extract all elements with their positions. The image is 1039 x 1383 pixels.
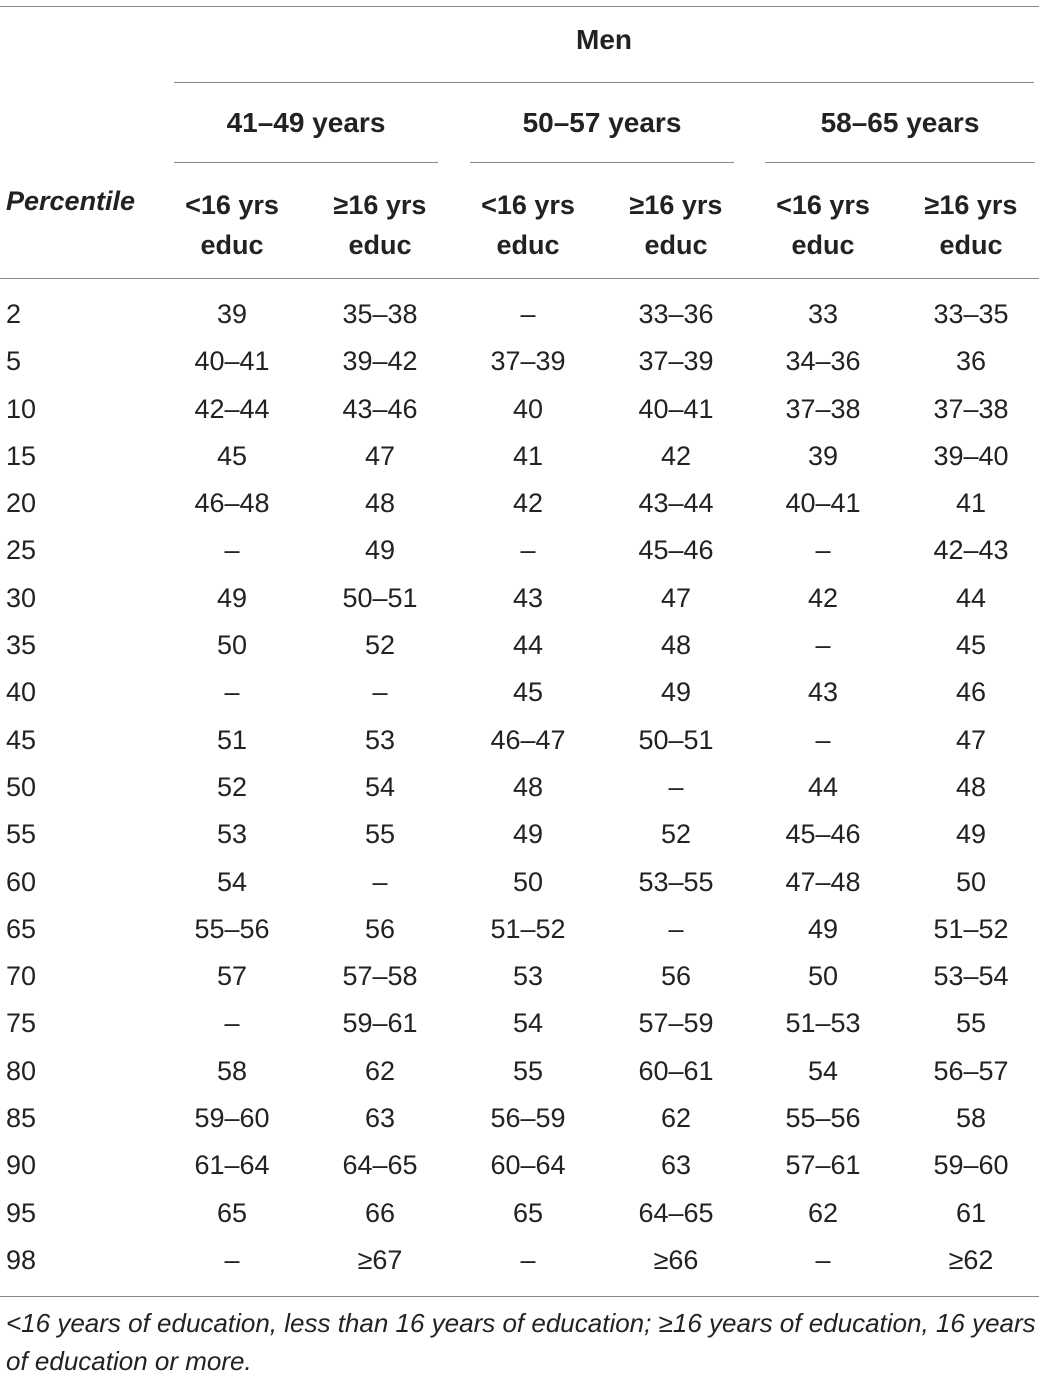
score-cell: 49 — [364, 535, 396, 566]
percentile-cell: 90 — [6, 1150, 37, 1181]
table-row — [0, 811, 1039, 858]
score-cell: 60–61 — [638, 1055, 714, 1086]
score-cell: 48 — [955, 771, 987, 802]
score-cell: 58 — [216, 1055, 248, 1086]
score-cell: – — [372, 677, 388, 708]
score-cell: 44 — [807, 771, 839, 802]
score-cell: 62 — [364, 1055, 396, 1086]
percentile-cell: 2 — [6, 299, 22, 329]
percentile-cell: 95 — [6, 1197, 37, 1228]
score-cell: 65 — [216, 1197, 248, 1228]
score-cell: 49 — [216, 582, 248, 613]
score-cell: 33–36 — [638, 299, 714, 329]
table-row — [0, 1095, 1039, 1142]
score-cell: 64–65 — [638, 1197, 714, 1228]
score-cell: 47–48 — [785, 866, 861, 897]
education-header-line: educ — [791, 230, 855, 260]
group-header-rule — [174, 82, 1034, 83]
table-row — [0, 1048, 1039, 1095]
score-cell: 46 — [955, 677, 987, 708]
table-row — [0, 291, 1039, 338]
score-cell: 49 — [955, 819, 987, 850]
table-row — [0, 906, 1039, 953]
score-cell: ≥67 — [357, 1244, 403, 1275]
table-row — [0, 622, 1039, 669]
score-cell: 56–59 — [490, 1103, 566, 1134]
score-cell: 63 — [660, 1150, 692, 1181]
score-cell: 63 — [364, 1103, 396, 1134]
table-row — [0, 433, 1039, 480]
score-cell: 37–39 — [638, 346, 714, 377]
score-cell: 59–60 — [933, 1150, 1009, 1181]
score-cell: 39–40 — [933, 440, 1009, 471]
score-cell: 33–35 — [933, 299, 1009, 329]
score-cell: ≥66 — [653, 1244, 699, 1275]
score-cell: 54 — [364, 771, 396, 802]
score-cell: 56 — [660, 961, 692, 992]
score-cell: – — [224, 677, 240, 708]
score-cell: – — [372, 866, 388, 897]
table-row — [0, 480, 1039, 527]
score-cell: 55–56 — [194, 913, 270, 944]
score-cell: – — [815, 1244, 831, 1275]
score-cell: 33 — [807, 299, 839, 329]
percentile-cell: 15 — [6, 440, 37, 471]
education-column-header — [310, 185, 450, 265]
education-column-header — [458, 185, 598, 265]
score-cell: 56–57 — [933, 1055, 1009, 1086]
score-cell: 55 — [364, 819, 396, 850]
age-group-header: 50–57 years — [522, 107, 682, 138]
score-cell: 45 — [512, 677, 544, 708]
score-cell: 39–42 — [342, 346, 418, 377]
percentile-cell: 10 — [6, 393, 37, 424]
education-header-line: <16 yrs — [185, 190, 279, 220]
education-column-header — [606, 185, 746, 265]
education-header-line: educ — [496, 230, 560, 260]
score-cell: 45–46 — [785, 819, 861, 850]
score-cell: 54 — [512, 1008, 544, 1039]
score-cell: 51–52 — [490, 913, 566, 944]
score-cell: 50 — [512, 866, 544, 897]
score-cell: 42–43 — [933, 535, 1009, 566]
table-row — [0, 1000, 1039, 1047]
table-row — [0, 717, 1039, 764]
score-cell: – — [815, 630, 831, 661]
score-cell: 57 — [216, 961, 248, 992]
score-cell: 62 — [660, 1103, 692, 1134]
score-cell: – — [815, 535, 831, 566]
table-row — [0, 1190, 1039, 1237]
score-cell: 36 — [955, 346, 987, 377]
score-cell: 42 — [512, 488, 544, 519]
score-cell: 43 — [807, 677, 839, 708]
score-cell: 60–64 — [490, 1150, 566, 1181]
score-cell: ≥62 — [948, 1244, 994, 1275]
percentile-cell: 98 — [6, 1244, 37, 1275]
percentile-cell: 30 — [6, 582, 37, 613]
score-cell: 48 — [660, 630, 692, 661]
table-row — [0, 669, 1039, 716]
score-cell: 50–51 — [638, 724, 714, 755]
percentile-cell: 25 — [6, 535, 37, 566]
score-cell: 47 — [955, 724, 987, 755]
table-row — [0, 859, 1039, 906]
table-row — [0, 1237, 1039, 1284]
score-cell: 34–36 — [785, 346, 861, 377]
score-cell: – — [224, 1244, 240, 1275]
table-row — [0, 1142, 1039, 1189]
score-cell: 47 — [364, 440, 396, 471]
score-cell: 55 — [512, 1055, 544, 1086]
table-row — [0, 527, 1039, 574]
age-group-rule — [470, 162, 734, 163]
education-header-line: ≥16 yrs — [333, 190, 427, 220]
score-cell: 51–53 — [785, 1008, 861, 1039]
percentile-cell: 55 — [6, 819, 37, 850]
score-cell: 52 — [364, 630, 396, 661]
score-cell: 57–59 — [638, 1008, 714, 1039]
score-cell: – — [520, 299, 536, 329]
score-cell: 54 — [216, 866, 248, 897]
education-header-line: <16 yrs — [776, 190, 870, 220]
percentile-cell: 45 — [6, 724, 37, 755]
score-cell: 44 — [955, 582, 987, 613]
score-cell: 52 — [216, 771, 248, 802]
table-row — [0, 764, 1039, 811]
score-cell: 42 — [807, 582, 839, 613]
education-header-line: educ — [939, 230, 1003, 260]
table-row — [0, 386, 1039, 433]
group-header: Men — [576, 24, 632, 55]
score-cell: 57–61 — [785, 1150, 861, 1181]
education-header-line: ≥16 yrs — [924, 190, 1018, 220]
score-cell: 64–65 — [342, 1150, 418, 1181]
table-row — [0, 953, 1039, 1000]
score-cell: 50 — [807, 961, 839, 992]
score-cell: 40–41 — [785, 488, 861, 519]
score-cell: – — [668, 771, 684, 802]
score-cell: 45 — [955, 630, 987, 661]
score-cell: 39 — [807, 440, 839, 471]
score-cell: 59–60 — [194, 1103, 270, 1134]
score-cell: 51–52 — [933, 913, 1009, 944]
education-header-line: <16 yrs — [481, 190, 575, 220]
score-cell: 37–38 — [785, 393, 861, 424]
score-cell: 46–48 — [194, 488, 270, 519]
education-column-header — [753, 185, 893, 265]
score-cell: 40–41 — [194, 346, 270, 377]
score-cell: 48 — [364, 488, 396, 519]
score-cell: 55 — [955, 1008, 987, 1039]
table-row — [0, 338, 1039, 385]
score-cell: 53–55 — [638, 866, 714, 897]
score-cell: – — [520, 535, 536, 566]
percentile-cell: 75 — [6, 1008, 37, 1039]
score-cell: 51 — [216, 724, 248, 755]
score-cell: 37–39 — [490, 346, 566, 377]
percentile-cell: 80 — [6, 1055, 37, 1086]
score-cell: 65 — [512, 1197, 544, 1228]
score-cell: 62 — [807, 1197, 839, 1228]
education-header-line: ≥16 yrs — [629, 190, 723, 220]
score-cell: 37–38 — [933, 393, 1009, 424]
score-cell: 49 — [512, 819, 544, 850]
score-cell: 45 — [216, 440, 248, 471]
score-cell: 52 — [660, 819, 692, 850]
score-cell: 46–47 — [490, 724, 566, 755]
score-cell: 43–46 — [342, 393, 418, 424]
score-cell: 40 — [512, 393, 544, 424]
percentile-cell: 65 — [6, 913, 37, 944]
score-cell: 59–61 — [342, 1008, 418, 1039]
table-bottom-rule — [0, 1296, 1039, 1297]
score-cell: 66 — [364, 1197, 396, 1228]
score-cell: 57–58 — [342, 961, 418, 992]
percentile-cell: 40 — [6, 677, 37, 708]
table-row — [0, 575, 1039, 622]
score-cell: 35–38 — [342, 299, 418, 329]
score-cell: 61–64 — [194, 1150, 270, 1181]
score-cell: – — [668, 913, 684, 944]
score-cell: – — [815, 724, 831, 755]
score-cell: – — [520, 1244, 536, 1275]
percentile-cell: 60 — [6, 866, 37, 897]
score-cell: 40–41 — [638, 393, 714, 424]
age-group-rule — [765, 162, 1035, 163]
score-cell: 56 — [364, 913, 396, 944]
score-cell: 55–56 — [785, 1103, 861, 1134]
education-column-header — [162, 185, 302, 265]
score-cell: 44 — [512, 630, 544, 661]
table-footnote: <16 years of education, less than 16 years of education; ≥16 years of education, 16 years of education or more. — [6, 1308, 1036, 1376]
percentile-cell: 35 — [6, 630, 37, 661]
score-cell: 49 — [807, 913, 839, 944]
score-cell: 53 — [512, 961, 544, 992]
score-cell: 61 — [955, 1197, 987, 1228]
score-cell: 54 — [807, 1055, 839, 1086]
percentile-cell: 20 — [6, 488, 37, 519]
score-cell: – — [224, 535, 240, 566]
header-bottom-rule — [0, 278, 1039, 279]
score-cell: 53–54 — [933, 961, 1009, 992]
top-rule — [0, 6, 1039, 7]
percentile-cell: 70 — [6, 961, 37, 992]
score-cell: 41 — [512, 440, 544, 471]
age-group-rule — [174, 162, 438, 163]
percentile-cell: 85 — [6, 1103, 37, 1134]
score-cell: 58 — [955, 1103, 987, 1134]
education-header-line: educ — [644, 230, 708, 260]
score-cell: – — [224, 1008, 240, 1039]
score-cell: 43 — [512, 582, 544, 613]
score-cell: 49 — [660, 677, 692, 708]
score-cell: 39 — [216, 299, 248, 329]
education-header-line: educ — [348, 230, 412, 260]
score-cell: 42 — [660, 440, 692, 471]
score-cell: 53 — [216, 819, 248, 850]
age-group-header: 41–49 years — [226, 107, 386, 138]
table-body — [0, 291, 1039, 1284]
score-cell: 41 — [955, 488, 987, 519]
percentile-cell: 5 — [6, 346, 22, 377]
education-column-header — [901, 185, 1039, 265]
score-cell: 48 — [512, 771, 544, 802]
percentile-column-header: Percentile — [6, 186, 136, 216]
score-cell: 42–44 — [194, 393, 270, 424]
education-header-line: educ — [200, 230, 264, 260]
score-cell: 47 — [660, 582, 692, 613]
score-cell: 45–46 — [638, 535, 714, 566]
percentile-cell: 50 — [6, 771, 37, 802]
age-group-header: 58–65 years — [820, 107, 980, 138]
score-cell: 50 — [955, 866, 987, 897]
score-cell: 53 — [364, 724, 396, 755]
score-cell: 43–44 — [638, 488, 714, 519]
score-cell: 50–51 — [342, 582, 418, 613]
score-cell: 50 — [216, 630, 248, 661]
